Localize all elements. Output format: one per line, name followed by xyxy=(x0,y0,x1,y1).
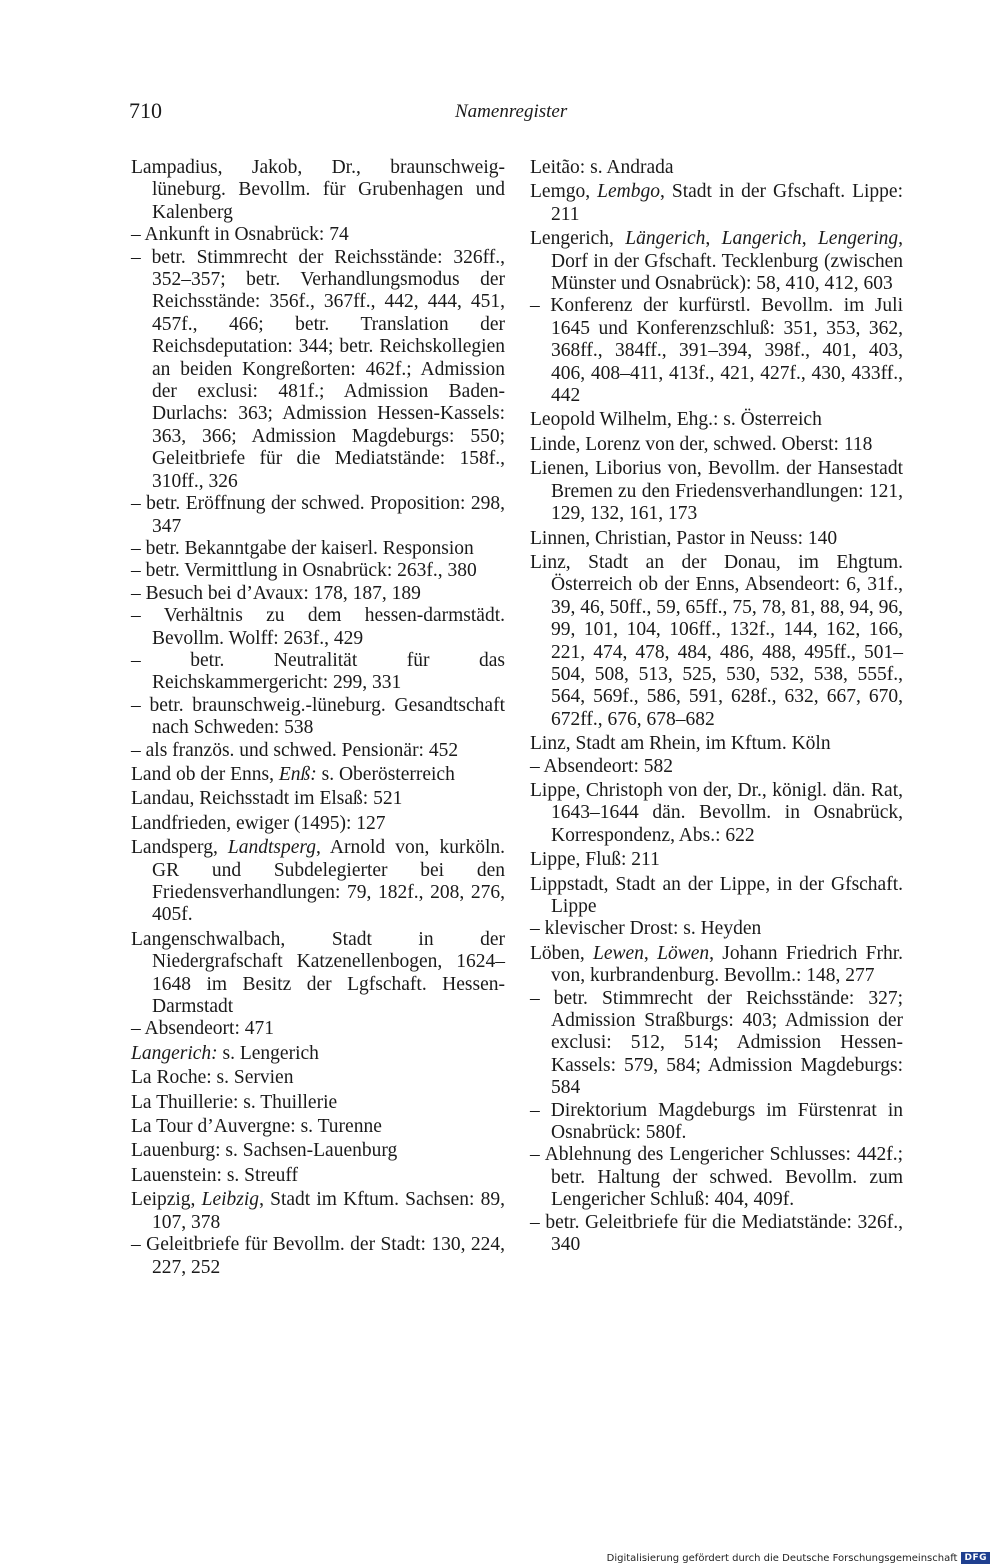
italic-variant-name: Längerich xyxy=(625,228,706,250)
entry-text: – betr. Eröffnung der schwed. Proposition: 298, 347 xyxy=(131,493,505,537)
index-entry xyxy=(131,1140,505,1162)
entry-text: – als französ. und schwed. Pensionär: 452 xyxy=(131,739,459,761)
index-subentry xyxy=(530,1144,903,1211)
running-head-title: Namenregister xyxy=(455,101,568,122)
entry-text: s. Lengerich xyxy=(217,1042,319,1064)
index-entry xyxy=(530,943,903,988)
entry-text: – Ablehnung des Lengericher Schlusses: 442f.; betr. Haltung der schwed. Bevollm. zum Lengericher Schluß: 404, 409f. xyxy=(530,1144,903,1211)
entry-text: – Direktorium Magdeburgs im Fürstenrat in Osnabrück: 580f. xyxy=(530,1099,903,1144)
entry-text: , xyxy=(801,228,818,250)
entry-text: Lemgo, xyxy=(530,181,598,203)
index-entry xyxy=(530,780,903,847)
italic-variant-name: Enß: xyxy=(278,763,317,785)
entry-text: – Besuch bei d’Avaux: 178, 187, 189 xyxy=(131,582,421,604)
index-entry xyxy=(530,458,903,525)
entry-text: – Absendeort: 471 xyxy=(131,1018,274,1040)
index-column-left xyxy=(131,157,505,1279)
index-entry xyxy=(530,228,903,295)
italic-variant-name: Langerich: xyxy=(131,1042,218,1064)
index-entry xyxy=(131,1116,505,1138)
index-subentry xyxy=(131,247,505,493)
italic-variant-name: Lengering xyxy=(817,228,899,250)
entry-text: Lauenstein: s. Streuff xyxy=(131,1164,298,1186)
italic-variant-name: Langerich xyxy=(721,228,802,250)
index-subentry xyxy=(131,1234,505,1279)
index-entry xyxy=(530,181,903,226)
entry-text: Lampadius, Jakob, Dr., braunschweig-lüneburg. Bevollm. für Grubenhagen und Kalenberg xyxy=(131,157,505,223)
italic-variant-name: Löwen xyxy=(657,942,710,964)
italic-variant-name: Lembgo xyxy=(597,181,660,203)
entry-text: Leopold Wilhelm, Ehg.: s. Österreich xyxy=(530,409,822,431)
entry-text: – betr. Stimmrecht der Reichsstände: 327; Admission Straßburgs: 403; Admission der exclusi: 512, 514; Admission Hessen-Kassels: 579, 584; Admission Magdeburgs: 584 xyxy=(530,987,903,1099)
index-entry xyxy=(131,764,505,786)
entry-text: Linnen, Christian, Pastor in Neuss: 140 xyxy=(530,527,838,549)
entry-text: Lippe, Fluß: 211 xyxy=(530,849,660,871)
entry-text: – Ankunft in Osnabrück: 74 xyxy=(131,224,349,246)
entry-text: Lippe, Christoph von der, Dr., königl. dän. Rat, 1643–1644 dän. Bevollm. in Osnabrück, Korrespondenz, Abs.: 622 xyxy=(530,779,903,846)
entry-text: Linz, Stadt am Rhein, im Kftum. Köln xyxy=(530,733,831,755)
index-subentry xyxy=(131,1018,505,1040)
index-subentry xyxy=(530,1212,903,1257)
entry-text: Lengerich, xyxy=(530,228,626,250)
entry-text: , Dorf in der Gfschaft. Tecklenburg (zwischen Münster und Osnabrück): 58, 410, 412, 603 xyxy=(551,228,903,295)
index-entry xyxy=(131,929,505,1019)
index-subentry xyxy=(131,583,505,605)
entry-text: – betr. braunschweig.-lüneburg. Gesandtschaft nach Schweden: 538 xyxy=(131,694,505,739)
entry-text: – betr. Neutralität für das Reichskammergericht: 299, 331 xyxy=(131,649,505,694)
entry-text: , xyxy=(705,228,722,250)
entry-text: , Stadt in der Gfschaft. Lippe: 211 xyxy=(551,181,903,225)
index-subentry xyxy=(131,493,505,538)
index-subentry xyxy=(530,1100,903,1145)
entry-text: – betr. Geleitbriefe für die Mediatstände: 326f., 340 xyxy=(530,1211,903,1256)
italic-variant-name: Leibzig xyxy=(201,1189,260,1211)
entry-text: Lippstadt, Stadt an der Lippe, in der Gfschaft. Lippe xyxy=(530,873,903,917)
entry-text: Lienen, Liborius von, Bevollm. der Hansestadt Bremen zu den Friedensverhandlungen: 121, 129, 132, 161, 173 xyxy=(530,458,903,525)
entry-text: , Stadt im Kftum. Sachsen: 89, 107, 378 xyxy=(152,1189,505,1233)
index-entry xyxy=(530,552,903,731)
index-subentry xyxy=(131,650,505,695)
index-subentry xyxy=(530,295,903,407)
index-entry xyxy=(530,733,903,755)
entry-text: – klevischer Drost: s. Heyden xyxy=(530,918,762,940)
index-entry xyxy=(530,528,903,550)
entry-text: La Roche: s. Servien xyxy=(131,1067,294,1089)
entry-text: Landsperg, xyxy=(131,837,228,859)
index-entry xyxy=(530,434,903,456)
index-entry xyxy=(131,157,505,224)
entry-text: Landfrieden, ewiger (1495): 127 xyxy=(131,812,386,834)
index-subentry xyxy=(131,695,505,740)
index-subentry xyxy=(131,538,505,560)
entry-text: Lauenburg: s. Sachsen-Lauenburg xyxy=(131,1140,398,1162)
entry-text: – Konferenz der kurfürstl. Bevollm. im Juli 1645 und Konferenzschluß: 351, 353, 362, 368ff., 384ff., 391–394, 398f., 401, 403, 406, 408–411, 413f., 421, 427f., 430, 433ff., 442 xyxy=(530,295,903,407)
entry-text: , xyxy=(643,942,658,964)
italic-variant-name: Lewen xyxy=(593,942,644,964)
entry-text: Löben, xyxy=(530,942,593,964)
entry-text: – betr. Vermittlung in Osnabrück: 263f., 380 xyxy=(131,560,477,582)
page-number: 710 xyxy=(129,98,162,123)
entry-text: , Johann Friedrich Frhr. von, kurbrandenburg. Bevollm.: 148, 277 xyxy=(551,942,904,987)
entry-text: La Tour d’Auvergne: s. Turenne xyxy=(131,1116,382,1138)
footer-attribution xyxy=(607,1552,990,1564)
entry-text: Landau, Reichsstadt im Elsaß: 521 xyxy=(131,788,403,810)
index-entry xyxy=(530,849,903,871)
entry-text: Linde, Lorenz von der, schwed. Oberst: 118 xyxy=(530,433,873,455)
index-entry xyxy=(131,813,505,835)
italic-variant-name: Landtsperg xyxy=(227,837,317,859)
index-subentry xyxy=(131,560,505,582)
entry-text: – betr. Bekanntgabe der kaiserl. Responsion xyxy=(131,537,474,559)
entry-text: Leipzig, xyxy=(131,1189,202,1211)
entry-text: – betr. Stimmrecht der Reichsstände: 326ff., 352–357; betr. Verhandlungsmodus der Reichsstände: 356f., 367ff., 442, 444, 451, 457f., 466; betr. Translation der Reichsdeputation: 344; betr. Reichskollegien an beiden Kongreßorten: 462f.; Admission der exclusi: 481f.; Admission Baden-Durlachs: 363; Admission Hessen-Kassels: 363, 366; Admission Magdeburgs: 550; Geleitbriefe für die Mediatstände: 158f., 310ff., 326 xyxy=(131,246,505,492)
index-entry xyxy=(530,409,903,431)
entry-text: – Absendeort: 582 xyxy=(530,755,673,777)
index-entry xyxy=(131,1189,505,1234)
index-subentry xyxy=(530,756,903,778)
index-entry xyxy=(131,1067,505,1089)
entry-text: La Thuillerie: s. Thuillerie xyxy=(131,1091,338,1113)
footer-text: Digitalisierung gefördert durch die Deutsche Forschungsgemeinschaft xyxy=(606,1552,958,1564)
entry-text: s. Oberösterreich xyxy=(316,763,455,785)
index-subentry xyxy=(131,605,505,650)
entry-text: Leitão: s. Andrada xyxy=(530,157,674,178)
entry-text: Linz, Stadt an der Donau, im Ehgtum. Österreich ob der Enns, Absendeort: 6, 31f., 39, 46, 50ff., 59, 65ff., 75, 78, 81, 88, 94, 96, 99, 101, 104, 106ff., 132f., 144, 162, 166, 221, 474, 478, 484, 486, 488, 495ff., 501–504, 508, 513, 525, 530, 532, 538, 555f., 564, 569f., 586, 591, 628f., 632, 667, 670, 672ff., 676, 678–682 xyxy=(530,551,903,730)
entry-text: Langenschwalbach, Stadt in der Niedergrafschaft Katzenellenbogen, 1624–1648 im Besitz der Lgfschaft. Hessen-Darmstadt xyxy=(131,928,505,1018)
entry-text: Land ob der Enns, xyxy=(131,763,279,785)
index-subentry xyxy=(131,224,505,246)
index-subentry xyxy=(530,918,903,940)
index-subentry xyxy=(131,740,505,762)
index-column-right xyxy=(530,157,903,1257)
index-subentry xyxy=(530,988,903,1100)
index-entry xyxy=(530,157,903,179)
entry-text: – Verhältnis zu dem hessen-darmstädt. Bevollm. Wolff: 263f., 429 xyxy=(131,605,505,649)
index-entry xyxy=(530,874,903,919)
entry-text: – Geleitbriefe für Bevollm. der Stadt: 130, 224, 227, 252 xyxy=(131,1234,505,1278)
index-entry xyxy=(131,1043,505,1065)
index-entry xyxy=(131,1165,505,1187)
index-entry xyxy=(131,788,505,810)
index-entry xyxy=(131,837,505,927)
index-entry xyxy=(131,1092,505,1114)
entry-text: , Arnold von, kurköln. GR und Subdelegierter bei den Friedensverhandlungen: 79, 182f., 208, 276, 405f. xyxy=(152,837,505,926)
dfg-logo: DFG xyxy=(961,1552,990,1564)
